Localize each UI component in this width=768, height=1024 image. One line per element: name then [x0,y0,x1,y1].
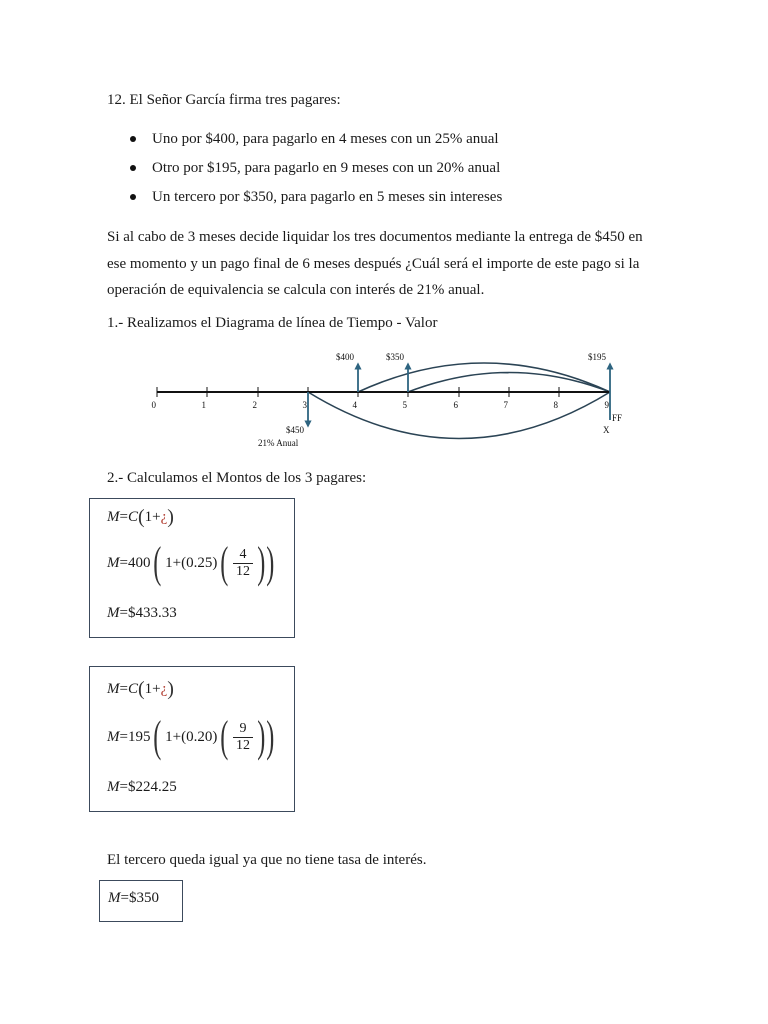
paren-open: ( [220,538,229,587]
one-plus: 1+ [144,680,161,697]
equals-sign: = [119,779,128,795]
general-formula [107,679,174,699]
label-x: X [603,425,610,435]
inverted-question: ¿ [160,508,168,525]
principal: 400 [127,554,151,571]
problem-title: 12. El Señor García firma tres pagares: [107,92,341,108]
step1-heading: 1.- Realizamos el Diagrama de línea de Tiempo - Valor [107,315,438,331]
formula-box-2 [89,666,295,812]
step2-heading: 2.- Calculamos el Montos de los 3 pagares: [107,470,367,486]
third-note: El tercero queda igual ya que no tiene tasa de interés. [107,852,427,868]
result-formula [107,779,177,796]
symbol-m: M [107,728,120,745]
result-value: $224.25 [127,779,177,795]
paren-close: ) [257,712,266,761]
symbol-m: M [107,680,120,697]
general-formula [107,507,174,527]
paren-close: ) [265,538,275,587]
list-item: Un tercero por $350, para pagarlo en 5 meses sin intereses [130,186,502,215]
tick-label: 0 [151,400,156,410]
tick-label: 3 [302,400,307,410]
result-formula [107,605,177,622]
result-value: $433.33 [127,605,177,621]
label-450: $450 [286,425,304,435]
one-plus: 1+ [165,728,182,745]
formula-box-1 [89,498,295,638]
list-item: Otro por $195, para pagarlo en 9 meses con un 20% anual [130,157,502,186]
problem-paragraph [107,224,652,304]
paren-open: ( [220,712,229,761]
equals-sign: = [120,890,129,906]
paren-open: ( [137,678,145,700]
time-fraction [233,547,253,580]
label-350: $350 [386,352,404,362]
list-item: Uno por $400, para pagarlo en 4 meses con un 25% anual [130,128,502,157]
rate-value: (0.20) [181,728,218,745]
paragraph-line: operación de equivalencia se calcula con interés de 21% anual. [107,282,485,298]
result-value: $350 [128,890,159,906]
label-400: $400 [336,352,354,362]
time-fraction [233,721,253,754]
paren-close: ) [167,678,174,700]
one-plus: 1+ [165,554,182,571]
curve-3-to-9 [308,392,610,439]
tick-label: 7 [503,400,508,410]
timeline-diagram [0,340,768,460]
substituted-formula [107,712,277,761]
equals-sign: = [119,728,128,745]
symbol-m: M [107,779,120,795]
numerator: 4 [239,546,247,562]
paren-open: ( [153,712,162,761]
tick-label: 4 [352,400,357,410]
tick-label: 9 [604,400,609,410]
one-plus: 1+ [144,508,161,525]
payment-list [130,128,502,215]
symbol-m: M [107,508,120,525]
tick-label: 8 [553,400,558,410]
symbol-m: M [108,890,121,906]
paren-close: ) [265,712,275,761]
symbol-m: M [107,605,120,621]
tick-label: 5 [402,400,407,410]
rate-value: (0.25) [181,554,218,571]
principal: 195 [127,728,151,745]
substituted-formula [107,538,277,587]
curve-400-to-9 [358,363,610,392]
label-rate: 21% Anual [258,438,299,448]
formula-box-3 [99,880,183,922]
inverted-question: ¿ [160,680,168,697]
symbol-c: C [127,680,138,697]
equals-sign: = [119,554,128,571]
paragraph-line: ese momento y un pago final de 6 meses después ¿Cuál será el importe de este pago si la [107,255,640,272]
symbol-c: C [127,508,138,525]
paragraph-line: Si al cabo de 3 meses decide liquidar los tres documentos mediante la entrega de $450 en [107,229,643,245]
paren-open: ( [137,506,145,528]
tick-label: 6 [453,400,458,410]
denominator: 12 [233,563,253,580]
equals-sign: = [119,680,128,697]
equals-sign: = [119,508,128,525]
paren-open: ( [153,538,162,587]
label-195: $195 [588,352,606,362]
denominator: 12 [233,737,253,754]
tick-label: 2 [252,400,257,410]
tick-label: 1 [201,400,206,410]
equals-sign: = [119,605,128,621]
result-formula [108,890,159,907]
numerator: 9 [239,720,247,736]
paren-close: ) [167,506,174,528]
label-ff: FF [612,413,623,423]
symbol-m: M [107,554,120,571]
paren-close: ) [257,538,266,587]
